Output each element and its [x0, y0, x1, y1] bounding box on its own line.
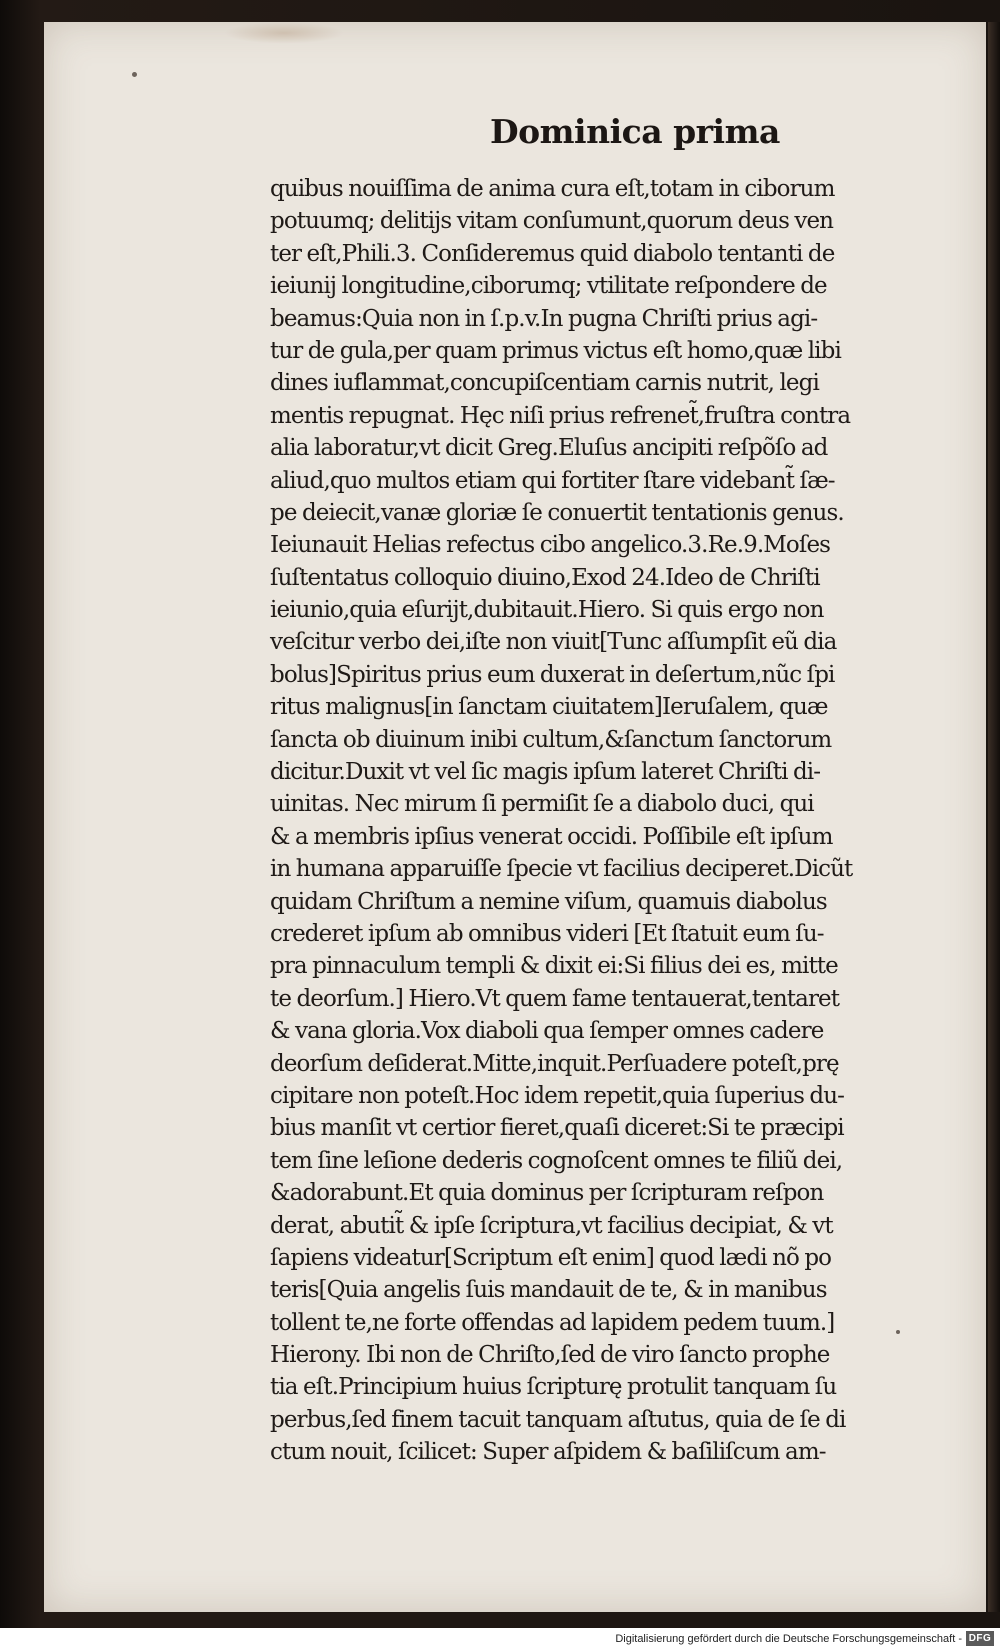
text-line: tur de gula,per quam primus victus eſt homo,quæ libi — [270, 337, 841, 364]
text-line: & vana gloria.Vox diaboli qua ſemper omnes cadere — [270, 1018, 824, 1045]
page-edge — [988, 22, 1000, 1612]
text-line: in humana apparuiſſe ſpecie vt facilius deciperet.Dicũt — [270, 856, 853, 883]
dfg-logo: DFG — [966, 1631, 994, 1646]
text-line: dicitur.Duxit vt vel ſic magis ipſum lateret Chriſti di- — [270, 759, 821, 786]
text-line: mentis repugnat. Hęc niſi prius refrenet̃,fruſtra contra — [270, 402, 851, 429]
text-line: ieiunij longitudine,ciborumq; vtilitate reſpondere de — [270, 273, 827, 300]
text-line: quibus nouiſſima de anima cura eſt,totam in ciborum — [270, 176, 835, 202]
digitization-credit: Digitalisierung gefördert durch die Deutsche Forschungsgemeinschaft - — [615, 1633, 962, 1645]
text-line: teris[Quia angelis ſuis mandauit de te, & in manibus — [270, 1277, 827, 1304]
paper-speck — [132, 72, 137, 77]
text-line: crederet ipſum ab omnibus videri [Et ſtatuit eum ſu- — [270, 920, 824, 947]
text-line: dines iuflammat,concupiſcentiam carnis nutrit, legi — [270, 370, 819, 397]
text-line: deorſum deſiderat.Mitte,inquit.Perſuadere poteſt,prę — [270, 1050, 839, 1077]
text-line: ieiunio,quia eſurijt,dubitauit.Hiero. Si quis ergo non — [270, 597, 824, 624]
text-line: tem ſine leſione dederis cognoſcent omnes te filiũ dei, — [270, 1147, 843, 1174]
text-line: uinitas. Nec mirum ſi permiſit ſe a diabolo duci, qui — [270, 791, 814, 818]
text-line: veſcitur verbo dei,iſte non viuit[Tunc aſſumpſit eũ dia — [270, 629, 837, 656]
text-line: Ieiunauit Helias refectus cibo angelico.3.Re.9.Moſes — [270, 532, 831, 559]
text-line: & a membris ipſius venerat occidi. Poſſibile eſt ipſum — [270, 823, 833, 850]
body-text — [270, 173, 940, 1469]
text-line: bolus]Spiritus prius eum duxerat in deſertum,nũc ſpi — [270, 661, 835, 688]
text-line: potuumq; delitijs vitam conſumunt,quorum deus ven — [270, 208, 834, 235]
text-line: te deorſum.] Hiero.Vt quem fame tentauerat,tentaret — [270, 985, 840, 1012]
text-line: bius manſit vt certior fieret,quaſi diceret:Si te præcipi — [270, 1115, 844, 1142]
text-line: &adorabunt.Et quia dominus per ſcripturam reſpon — [270, 1180, 824, 1207]
running-head: Dominica prima — [490, 112, 780, 151]
text-line: alia laboratur,vt dicit Greg.Eluſus ancipiti reſpõſo ad — [270, 435, 828, 462]
text-line: tollent te,ne forte offendas ad lapidem pedem tuum.] — [270, 1309, 835, 1336]
text-line: derat, abutit̃ & ipſe ſcriptura,vt facilius decipiat, & vt — [270, 1212, 833, 1239]
text-line: beamus:Quia non in ſ.p.v.In pugna Chriſti prius agi- — [270, 305, 818, 332]
text-line: ter eſt,Phili.3. Conſideremus quid diabolo tentanti de — [270, 240, 835, 267]
text-line: ſapiens videatur[Scriptum eſt enim] quod lædi nõ po — [270, 1244, 832, 1271]
text-line: pra pinnaculum templi & dixit ei:Si filius dei es, mitte — [270, 953, 838, 980]
text-line: Hierony. Ibi non de Chriſto,ſed de viro ſancto prophe — [270, 1342, 830, 1369]
text-line: quidam Chriſtum a nemine viſum, quamuis diabolus — [270, 888, 827, 915]
text-line: aliud,quo multos etiam qui fortiter ſtare videbant̃ ſæ- — [270, 467, 835, 494]
text-line: pe deiecit,vanæ gloriæ ſe conuertit tentationis genus. — [270, 499, 844, 526]
text-line: perbus,ſed finem tacuit tanquam aſtutus, quia de ſe di — [270, 1406, 846, 1433]
text-line: ctum nouit, ſcilicet: Super aſpidem & baſiliſcum am- — [270, 1439, 826, 1466]
text-line: tia eſt.Principium huius ſcripturę protulit tanquam ſu — [270, 1374, 837, 1401]
text-line: ritus malignus[in ſanctam ciuitatem]Ieruſalem, quæ — [270, 694, 828, 721]
text-line: ſancta ob diuinum inibi cultum,&ſanctum ſanctorum — [270, 726, 832, 753]
text-line: ſuſtentatus colloquio diuino,Exod 24.Ideo de Chriſti — [270, 564, 820, 591]
text-line: cipitare non poteſt.Hoc idem repetit,quia ſuperius du- — [270, 1082, 845, 1109]
